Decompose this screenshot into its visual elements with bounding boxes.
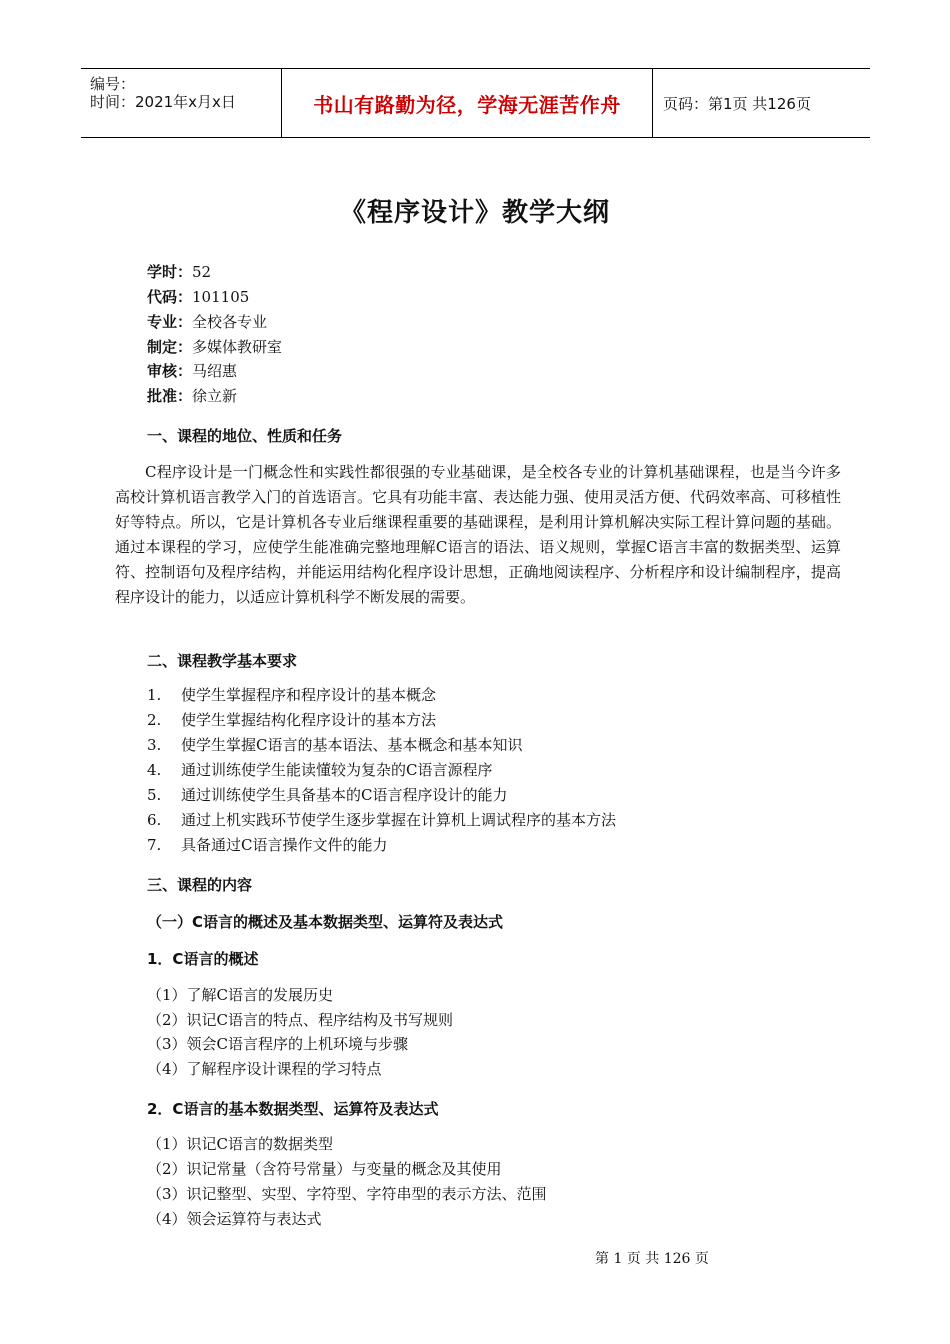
list-item: （2）识记C语言的特点、程序结构及书写规则: [147, 1011, 454, 1029]
meta-key: 批准：: [147, 387, 193, 405]
requirement-item: 5. 通过训练使学生具备基本的C语言程序设计的能力: [147, 786, 508, 804]
meta-row-code: [147, 288, 249, 306]
meta-value: 马绍惠: [192, 362, 238, 380]
meta-key: 制定：: [147, 338, 193, 356]
section-3-heading: 三、课程的内容: [147, 876, 253, 894]
header-motto: 书山有路勤为径，学海无涯苦作舟: [313, 92, 621, 117]
meta-row-approver: [147, 387, 237, 405]
list-item: （4）领会运算符与表达式: [147, 1210, 322, 1228]
list-item: （1）识记C语言的数据类型: [147, 1135, 334, 1153]
requirement-item: 4. 通过训练使学生能读懂较为复杂的C语言源程序: [147, 761, 493, 779]
meta-key: 代码：: [147, 288, 193, 306]
section-1-heading: 一、课程的地位、性质和任务: [147, 427, 343, 445]
subsection-1-heading: （一）C语言的概述及基本数据类型、运算符及表达式: [147, 913, 504, 931]
meta-key: 学时：: [147, 263, 193, 281]
section-2-heading: 二、课程教学基本要求: [147, 652, 298, 670]
meta-key: 审核：: [147, 362, 193, 380]
header-left-cell: [81, 69, 281, 137]
subsection-1-2-heading: 2．C语言的基本数据类型、运算符及表达式: [147, 1100, 439, 1118]
header-motto-cell: [281, 69, 653, 137]
header-table: [81, 68, 870, 138]
list-item: （3）领会C语言程序的上机环境与步骤: [147, 1035, 409, 1053]
meta-value: 徐立新: [192, 387, 238, 405]
meta-value: 101105: [192, 288, 250, 306]
header-page-info: 页码：第1页 共126页: [663, 94, 811, 113]
header-page-cell: [663, 69, 870, 137]
requirement-item: 6. 通过上机实践环节使学生逐步掌握在计算机上调试程序的基本方法: [147, 811, 617, 829]
subsection-1-1-heading: 1．C语言的概述: [147, 950, 259, 968]
meta-key: 专业：: [147, 313, 193, 331]
page-footer: 第 1 页 共 126 页: [595, 1251, 709, 1267]
list-item: （1）了解C语言的发展历史: [147, 986, 334, 1004]
meta-row-major: [147, 313, 267, 331]
requirement-item: 3. 使学生掌握C语言的基本语法、基本概念和基本知识: [147, 736, 523, 754]
list-item: （3）识记整型、实型、字符型、字符串型的表示方法、范围: [147, 1185, 547, 1203]
meta-value: 全校各专业: [192, 313, 268, 331]
meta-row-hours: [147, 263, 211, 281]
list-item: （4）了解程序设计课程的学习特点: [147, 1060, 382, 1078]
meta-row-reviewer: [147, 362, 237, 380]
header-time-label: 时间：2021年x月x日: [90, 93, 236, 111]
meta-row-author: [147, 338, 282, 356]
requirement-item: 1. 使学生掌握程序和程序设计的基本概念: [147, 686, 437, 704]
meta-value: 多媒体教研室: [192, 338, 283, 356]
requirement-item: 7. 具备通过C语言操作文件的能力: [147, 836, 388, 854]
document-title: 《程序设计》教学大纲: [339, 198, 610, 228]
requirement-item: 2. 使学生掌握结构化程序设计的基本方法: [147, 711, 437, 729]
section-1-paragraph: C程序设计是一门概念性和实践性都很强的专业基础课，是全校各专业的计算机基础课程，也是当今许多高校计算机语言教学入门的首选语言。它具有功能丰富、表达能力强、使用灵活方便、代码效率高、可移植性好等特点。所以，它是计算机各专业后继课程重要的基础课程，是利用计算机解决实际工程计算问题的基础。通过本课程的学习，应使学生能准确完整地理解C语言的语法、语义规则，掌握C语言丰富的数据类型、运算符、控制语句及程序结构，并能运用结构化程序设计思想，正确地阅读程序、分析程序和设计编制程序，提高程序设计的能力，以适应计算机科学不断发展的需要。: [115, 463, 841, 606]
list-item: （2）识记常量（含符号常量）与变量的概念及其使用: [147, 1160, 502, 1178]
meta-value: 52: [192, 263, 212, 281]
header-number-label: 编号：: [90, 75, 136, 93]
